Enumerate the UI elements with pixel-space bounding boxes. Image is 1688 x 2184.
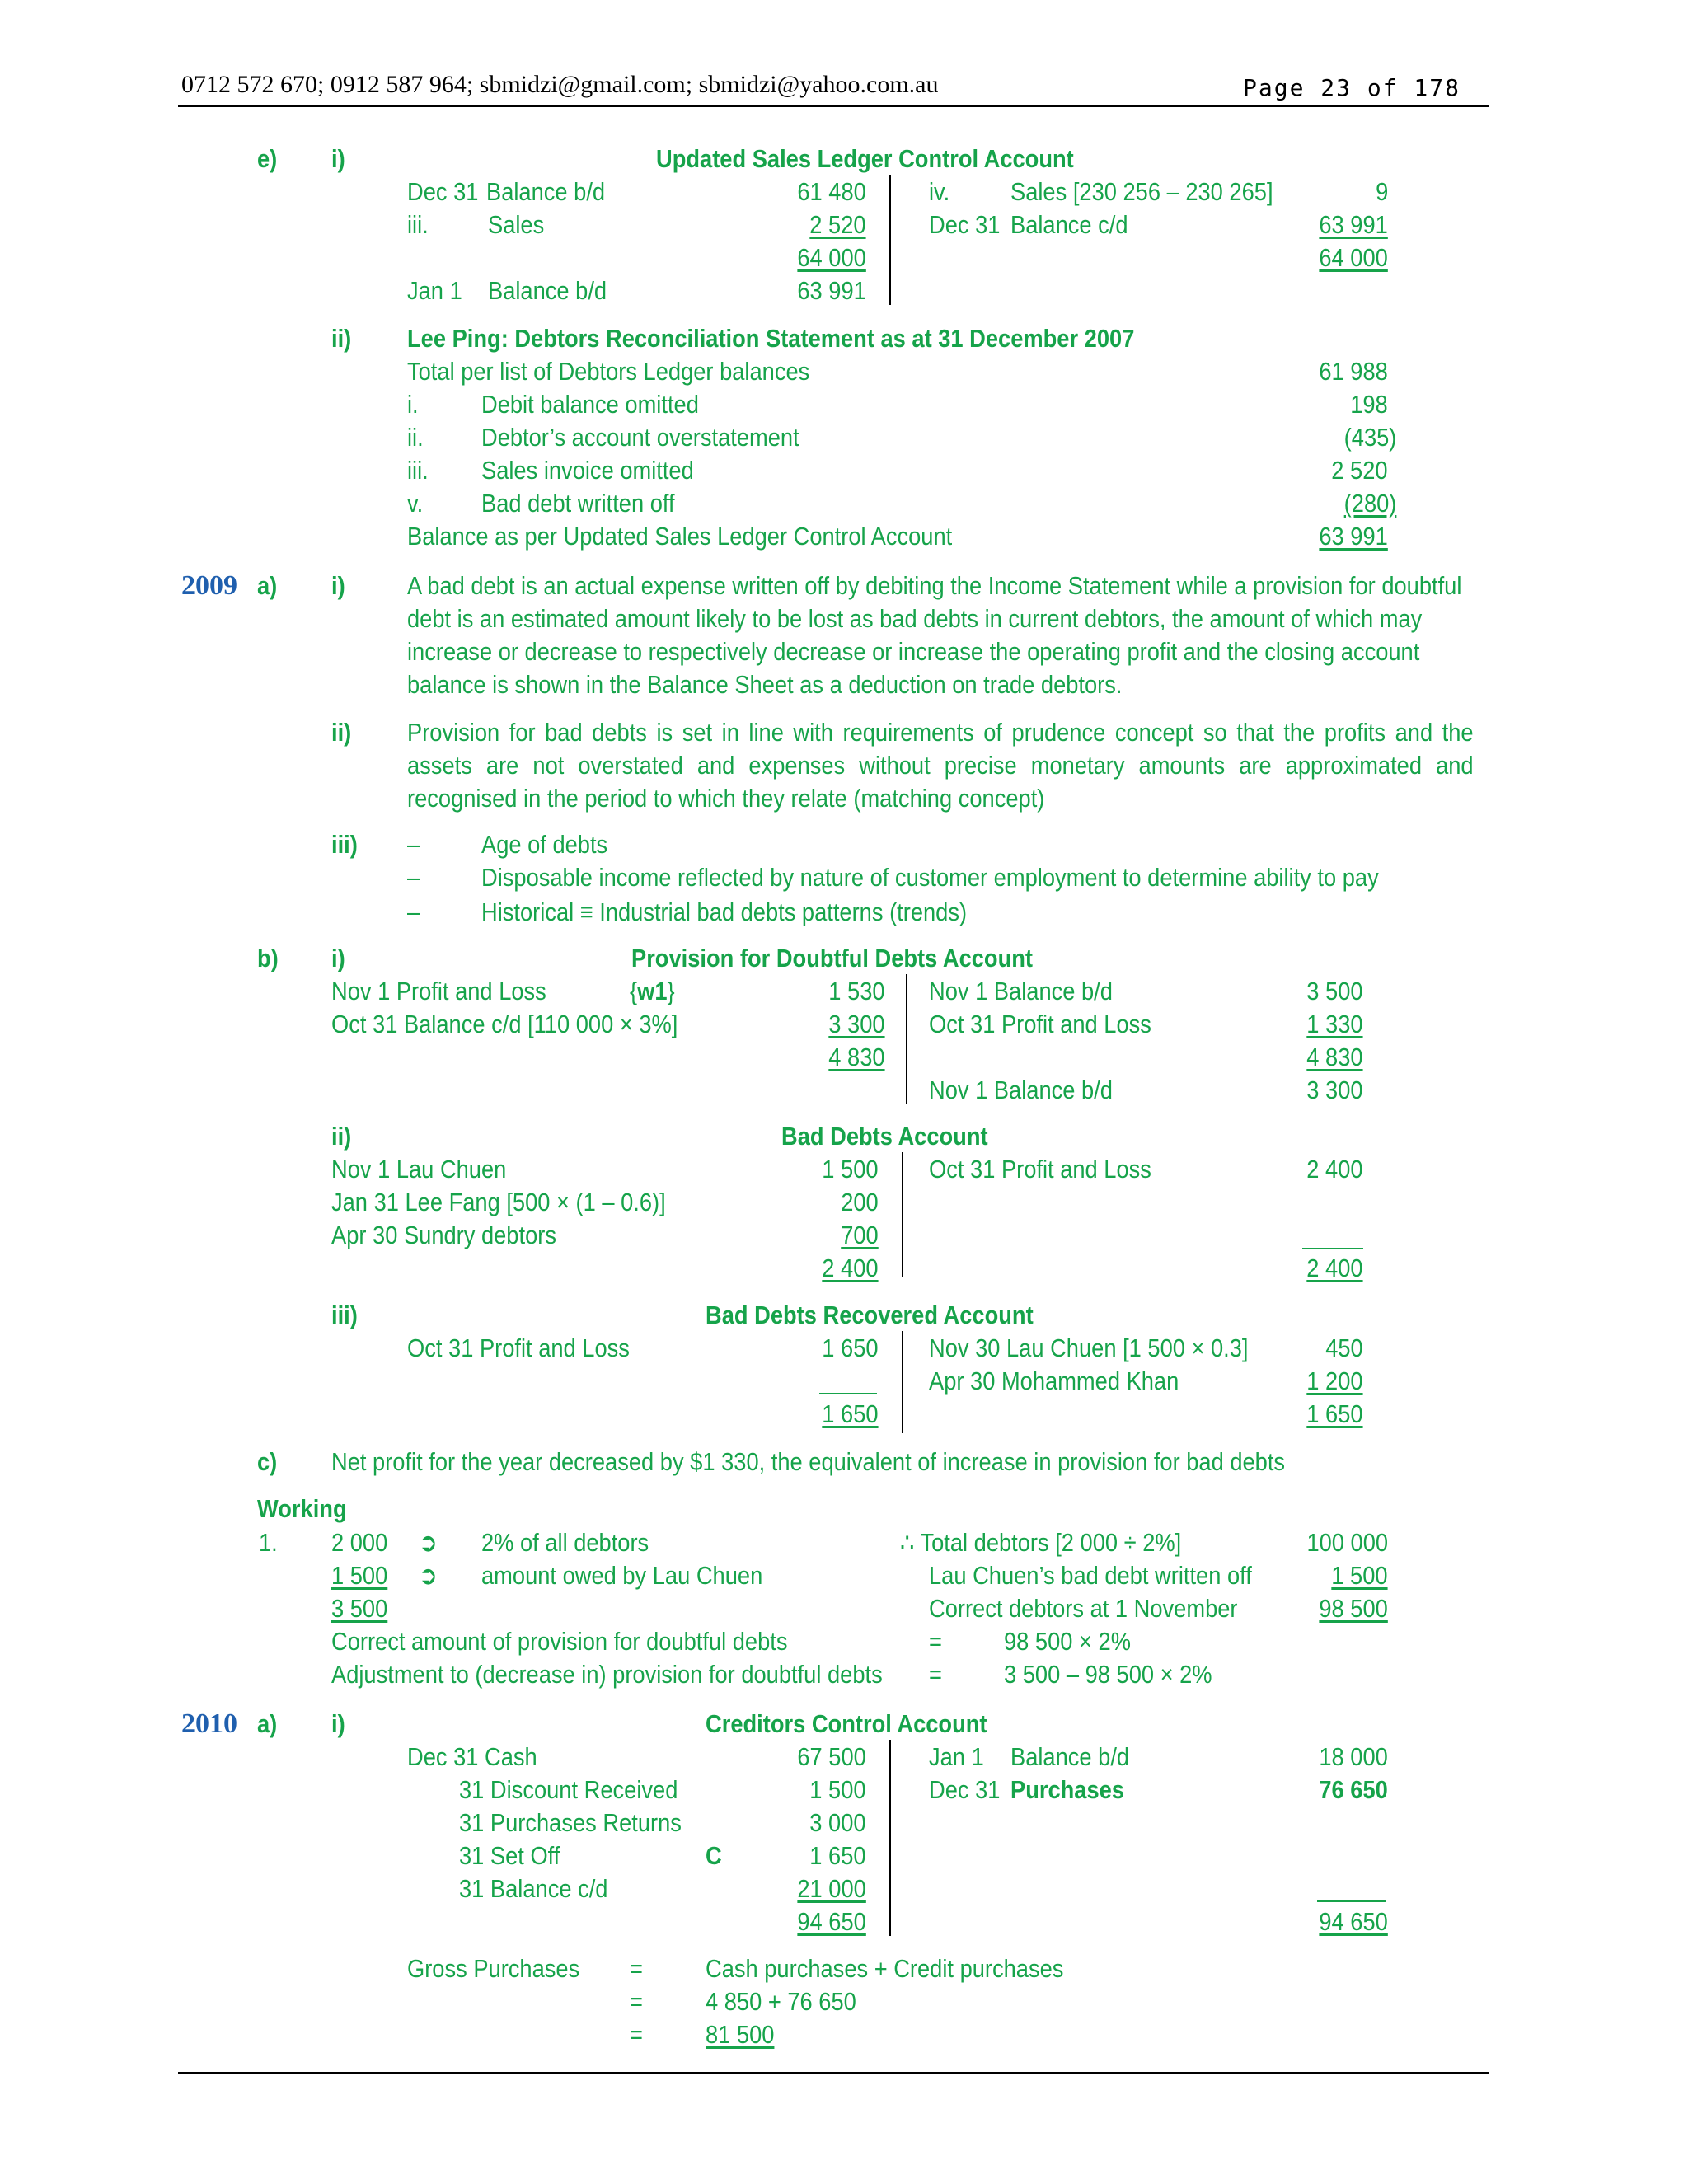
bad-debts-recovered-title: Bad Debts Recovered Account — [706, 1301, 1034, 1329]
ledger-divider — [902, 1331, 903, 1433]
ledger-desc: Balance b/d — [1010, 1742, 1130, 1771]
ledger-desc: Oct 31 Profit and Loss — [929, 1010, 1151, 1038]
section-e-label: e) — [257, 144, 278, 173]
working-ramount: 100 000 — [1306, 1528, 1388, 1557]
y2009-b-i-label: i) — [331, 944, 345, 972]
ledger-total: 64 000 — [797, 243, 866, 272]
equals-sign: = — [929, 1660, 942, 1689]
ledger-desc: Nov 1 Balance b/d — [929, 977, 1113, 1005]
contra-mark: C — [706, 1841, 722, 1870]
provision-account-title: Provision for Doubtful Debts Account — [631, 944, 1033, 972]
ledger-amount: 21 000 — [797, 1874, 866, 1903]
ledger-amount: 1 530 — [828, 977, 885, 1005]
dash: – — [407, 863, 420, 892]
working-rdesc: ∴ Total debtors [2 000 ÷ 2%] — [900, 1528, 1182, 1557]
recon-desc: Debtor’s account overstatement — [481, 423, 799, 452]
recon-desc: Sales invoice omitted — [481, 456, 694, 485]
equals-sign: = — [630, 2020, 643, 2049]
blank-rule — [819, 1393, 877, 1394]
working-rdesc: Lau Chuen’s bad debt written off — [929, 1561, 1252, 1590]
ledger-desc: Purchases — [1010, 1775, 1125, 1804]
recon-num: i. — [407, 390, 419, 419]
ledger-date: Dec 31 — [407, 177, 479, 206]
year-2009: 2009 — [181, 570, 237, 601]
ledger-total: 2 400 — [1306, 1254, 1363, 1282]
creditors-control-title: Creditors Control Account — [706, 1709, 987, 1738]
y2009-a-iii-label: iii) — [331, 830, 358, 859]
net-profit-statement: Net profit for the year decreased by $1 330, the equivalent of increase in provision for bad debts — [331, 1447, 1286, 1476]
working-title: Working — [257, 1494, 347, 1523]
ledger-total: 2 400 — [822, 1254, 879, 1282]
dash: – — [407, 830, 420, 859]
blank-rule — [1302, 1248, 1363, 1249]
equals-sign: = — [929, 1627, 942, 1656]
ledger-amount: 3 000 — [809, 1808, 866, 1837]
y2009-a-i-label: i) — [331, 571, 345, 600]
recon-num: v. — [407, 489, 424, 518]
ledger-total: 1 650 — [1306, 1399, 1363, 1428]
recon-amount: 2 520 — [1331, 456, 1388, 485]
ledger-amount: 3 300 — [828, 1010, 885, 1038]
ledger-desc: Balance b/d — [486, 177, 606, 206]
working-ramount: 1 500 — [1331, 1561, 1388, 1590]
ref-brace: { — [630, 977, 638, 1005]
ledger-divider — [889, 175, 891, 305]
ledger-amount: 18 000 — [1319, 1742, 1388, 1771]
ledger-desc: Sales [230 256 – 230 265] — [1010, 177, 1273, 206]
sales-ledger-title: Updated Sales Ledger Control Account — [656, 144, 1074, 173]
gross-line: 4 850 + 76 650 — [706, 1987, 856, 2016]
recon-amount: (280) — [1343, 489, 1396, 518]
ledger-amount: 3 300 — [1306, 1076, 1363, 1104]
ledger-divider — [902, 1152, 903, 1277]
working-amount: 1 500 — [331, 1561, 388, 1590]
ledger-amount: 200 — [841, 1188, 879, 1216]
ledger-amount: 67 500 — [797, 1742, 866, 1771]
working-desc: amount owed by Lau Chuen — [481, 1561, 763, 1590]
ledger-amount: 2 520 — [809, 210, 866, 239]
ledger-total: 4 830 — [828, 1043, 885, 1071]
ledger-date: Jan 1 — [929, 1742, 984, 1771]
gross-purchases-label: Gross Purchases — [407, 1954, 580, 1983]
ledger-date: iii. — [407, 210, 429, 239]
working-value: 3 500 – 98 500 × 2% — [1004, 1660, 1212, 1689]
ledger-date: iv. — [929, 177, 950, 206]
working-ramount: 98 500 — [1319, 1594, 1388, 1623]
ledger-amount: 1 200 — [1306, 1366, 1363, 1395]
header-rule — [178, 105, 1489, 107]
ledger-desc: Nov 1 Balance b/d — [929, 1076, 1113, 1104]
factor-item: Historical ≡ Industrial bad debts patterns (trends) — [481, 898, 968, 926]
footer-rule — [178, 2072, 1489, 2074]
equals-sign: = — [630, 1987, 643, 2016]
recon-amount: 63 991 — [1319, 522, 1388, 551]
ledger-amount: 3 500 — [1306, 977, 1363, 1005]
working-amount: 2 000 — [331, 1528, 388, 1557]
ledger-date: Dec 31 — [929, 210, 1001, 239]
arrow-icon: ➲ — [419, 1561, 438, 1590]
working-desc: Adjustment to (decrease in) provision for doubtful debts — [331, 1660, 883, 1689]
working-num: 1. — [259, 1528, 278, 1557]
ledger-desc: 31 Discount Received — [459, 1775, 678, 1804]
recon-desc: Debit balance omitted — [481, 390, 699, 419]
ledger-desc: Nov 30 Lau Chuen [1 500 × 0.3] — [929, 1333, 1249, 1362]
recon-desc: Bad debt written off — [481, 489, 675, 518]
gross-line: Cash purchases + Credit purchases — [706, 1954, 1064, 1983]
ledger-desc: Oct 31 Profit and Loss — [407, 1333, 630, 1362]
ledger-desc: 31 Purchases Returns — [459, 1808, 682, 1837]
gross-result: 81 500 — [706, 2020, 775, 2049]
ref-code: w1 — [637, 977, 668, 1005]
ledger-amount: 1 500 — [809, 1775, 866, 1804]
ledger-amount: 61 480 — [797, 177, 866, 206]
year-2010: 2010 — [181, 1708, 237, 1739]
bad-debts-account-title: Bad Debts Account — [781, 1122, 988, 1151]
factor-item: Disposable income reflected by nature of customer employment to determine ability to pay — [481, 863, 1379, 892]
ledger-divider — [906, 974, 907, 1104]
recon-num: iii. — [407, 456, 429, 485]
ledger-total: 64 000 — [1319, 243, 1388, 272]
y2009-b-label: b) — [257, 944, 279, 972]
provision-explanation: Provision for bad debts is set in line with requirements of prudence concept so that the profits and the assets are not overstated and expenses without precise monetary amounts are approximated and recognised in the period to which they relate (matching concept) — [407, 718, 1474, 813]
equals-sign: = — [630, 1954, 643, 1983]
ledger-amount: 1 330 — [1306, 1010, 1363, 1038]
ledger-desc: 31 Set Off — [459, 1841, 560, 1870]
bad-debt-definition: A bad debt is an actual expense written off by debiting the Income Statement while a provision for doubtful debt is an estimated amount likely to be lost as bad debts in current debtors, the amount of which may increase or decrease to respectively decrease or increase the operating profit and the closing account balance is shown in the Balance Sheet as a deduction on trade debtors. — [407, 571, 1462, 699]
recon-amount: (435) — [1343, 423, 1396, 452]
working-value: 98 500 × 2% — [1004, 1627, 1131, 1656]
e-i-label: i) — [331, 144, 345, 173]
ledger-total: 94 650 — [797, 1907, 866, 1936]
ledger-amount: 63 991 — [1319, 210, 1388, 239]
y2010-a-label: a) — [257, 1709, 278, 1738]
y2009-a-label: a) — [257, 571, 278, 600]
ledger-amount: 450 — [1325, 1333, 1363, 1362]
arrow-icon: ➲ — [419, 1528, 438, 1557]
ledger-date: Jan 1 — [407, 276, 462, 305]
blank-rule — [1317, 1900, 1386, 1902]
ledger-desc: Balance b/d — [488, 276, 607, 305]
ledger-desc: Jan 31 Lee Fang [500 × (1 – 0.6)] — [331, 1188, 666, 1216]
y2009-b-iii-label: iii) — [331, 1301, 358, 1329]
recon-amount: 61 988 — [1319, 357, 1388, 386]
ledger-amount: 1 650 — [809, 1841, 866, 1870]
recon-amount: 198 — [1350, 390, 1388, 419]
recon-desc: Total per list of Debtors Ledger balances — [407, 357, 810, 386]
y2009-a-ii-label: ii) — [331, 718, 352, 747]
ledger-amount: 1 650 — [822, 1333, 879, 1362]
working-desc: Correct amount of provision for doubtful debts — [331, 1627, 788, 1656]
ledger-desc: Sales — [488, 210, 545, 239]
ledger-amount: 9 — [1375, 177, 1388, 206]
recon-num: ii. — [407, 423, 424, 452]
ledger-total: 94 650 — [1319, 1907, 1388, 1936]
ledger-desc: 31 Balance c/d — [459, 1874, 608, 1903]
factor-item: Age of debts — [481, 830, 608, 859]
ledger-desc: Nov 1 Profit and Loss — [331, 977, 546, 1005]
ref-brace: } — [667, 977, 675, 1005]
dash: – — [407, 898, 420, 926]
ledger-desc: Apr 30 Sundry debtors — [331, 1221, 556, 1249]
ledger-total: 4 830 — [1306, 1043, 1363, 1071]
ledger-desc: Dec 31 Cash — [407, 1742, 537, 1771]
working-desc: 2% of all debtors — [481, 1528, 649, 1557]
ledger-desc: Oct 31 Balance c/d [110 000 × 3%] — [331, 1010, 678, 1038]
working-rdesc: Correct debtors at 1 November — [929, 1594, 1238, 1623]
ledger-amount: 2 400 — [1306, 1155, 1363, 1183]
ledger-desc: Oct 31 Profit and Loss — [929, 1155, 1151, 1183]
ledger-total: 1 650 — [822, 1399, 879, 1428]
y2009-b-ii-label: ii) — [331, 1122, 352, 1151]
ledger-amount: 76 650 — [1319, 1775, 1388, 1804]
reconciliation-title: Lee Ping: Debtors Reconciliation Statement as at 31 December 2007 — [407, 324, 1135, 353]
ledger-date: Dec 31 — [929, 1775, 1001, 1804]
y2009-c-label: c) — [257, 1447, 278, 1476]
ledger-divider — [889, 1740, 891, 1936]
working-amount: 3 500 — [331, 1594, 388, 1623]
y2010-a-i-label: i) — [331, 1709, 345, 1738]
ledger-desc: Apr 30 Mohammed Khan — [929, 1366, 1179, 1395]
page-number: Page 23 of 178 — [1243, 74, 1461, 101]
working-ref — [630, 976, 675, 1007]
ledger-amount: 700 — [841, 1221, 879, 1249]
ledger-desc: Balance c/d — [1010, 210, 1128, 239]
header-contact: 0712 572 670; 0912 587 964; sbmidzi@gmail.com; sbmidzi@yahoo.com.au — [181, 71, 939, 98]
e-ii-label: ii) — [331, 324, 352, 353]
ledger-amount: 1 500 — [822, 1155, 879, 1183]
ledger-desc: Nov 1 Lau Chuen — [331, 1155, 507, 1183]
recon-desc: Balance as per Updated Sales Ledger Control Account — [407, 522, 953, 551]
ledger-amount: 63 991 — [797, 276, 866, 305]
